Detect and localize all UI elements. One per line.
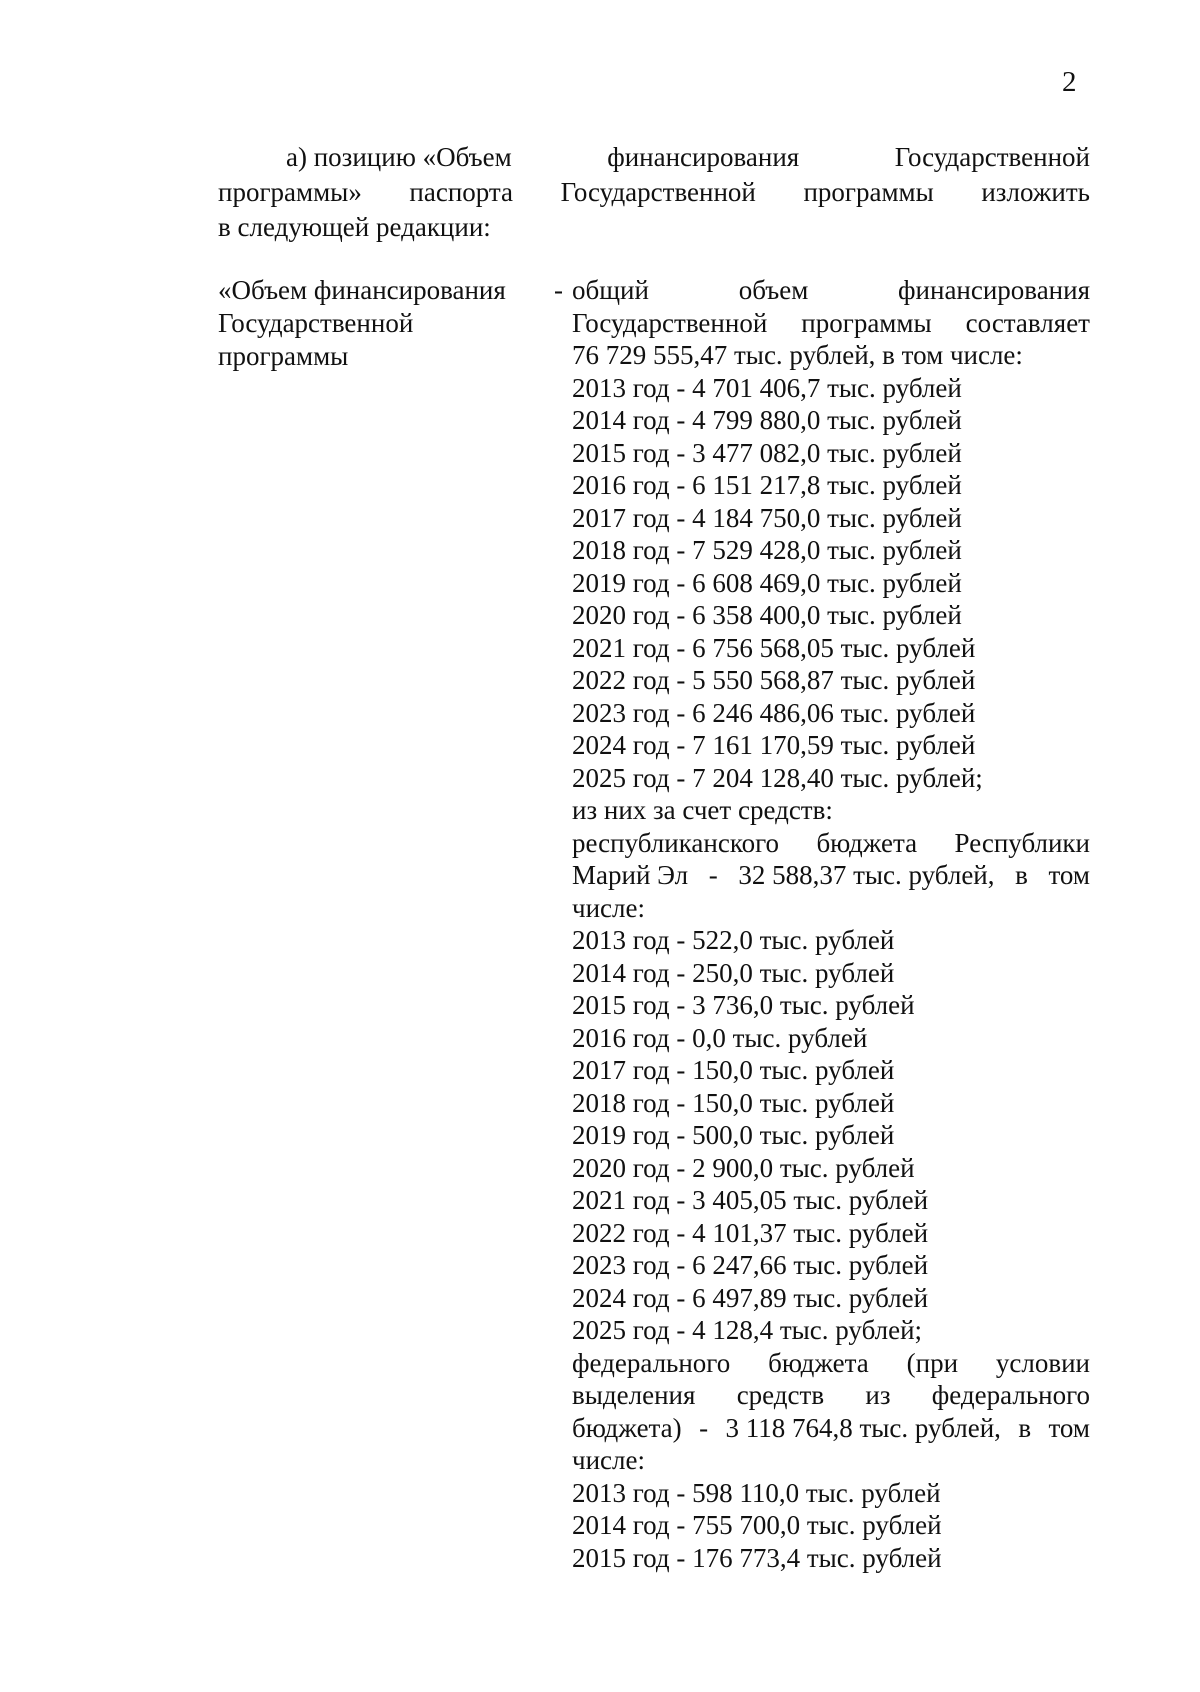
- year-amount-row: 2016 год - 0,0 тыс. рублей: [572, 1022, 868, 1053]
- year-amount-row: 2025 год - 4 128,4 тыс. рублей;: [572, 1315, 923, 1345]
- text-word: -: [699, 1412, 709, 1443]
- text-word: 32 588,37 тыс. рублей,: [738, 860, 995, 890]
- total-line-3: 76 729 555,47 тыс. рублей, в том числе:: [572, 340, 1023, 370]
- intro-line-3: в следующей редакции:: [218, 212, 491, 242]
- text-word: бюджета: [768, 1347, 869, 1378]
- year-amount-row: 2013 год - 4 701 406,7 тыс. рублей: [572, 372, 962, 403]
- republic-line-3: числе:: [572, 892, 645, 923]
- text-word: средств: [736, 1380, 825, 1410]
- republic-line-1: [572, 827, 1090, 860]
- intro-line-1: [218, 140, 1090, 175]
- year-amount-row: 2021 год - 3 405,05 тыс. рублей: [572, 1185, 929, 1215]
- text-word: том: [1048, 860, 1090, 890]
- year-amount-row: 2018 год - 150,0 тыс. рублей: [572, 1087, 895, 1118]
- text-word: программы: [801, 307, 932, 338]
- year-amount-row: 2015 год - 176 773,4 тыс. рублей: [572, 1542, 942, 1573]
- year-amount-row: 2022 год - 5 550 568,87 тыс. рублей: [572, 665, 976, 695]
- federal-line-1: [572, 1347, 1090, 1380]
- year-amount-row: 2016 год - 6 151 217,8 тыс. рублей: [572, 470, 962, 500]
- text-word: объем: [738, 275, 809, 305]
- text-word: из: [865, 1380, 891, 1410]
- year-amount-row: 2019 год - 6 608 469,0 тыс. рублей: [572, 567, 962, 598]
- year-amount-row: 2014 год - 755 700,0 тыс. рублей: [572, 1510, 942, 1540]
- year-amount-row: 2023 год - 6 247,66 тыс. рублей: [572, 1250, 929, 1280]
- text-word: 3 118 764,8 тыс. рублей,: [725, 1412, 1001, 1443]
- text-word: выделения: [572, 1380, 696, 1410]
- financing-text: [572, 274, 1090, 1574]
- text-word: составляет: [965, 307, 1090, 338]
- year-amount-row: 2024 год - 7 161 170,59 тыс. рублей: [572, 730, 976, 760]
- year-amount-row: 2020 год - 6 358 400,0 тыс. рублей: [572, 600, 962, 630]
- year-amount-row: 2020 год - 2 900,0 тыс. рублей: [572, 1152, 915, 1183]
- year-amount-row: 2014 год - 4 799 880,0 тыс. рублей: [572, 405, 962, 435]
- intro-word: программы: [803, 177, 934, 207]
- position-label-line: Государственной: [218, 308, 414, 338]
- text-word: общий: [572, 275, 649, 305]
- year-amount-row: 2017 год - 150,0 тыс. рублей: [572, 1055, 895, 1085]
- intro-word: Государственной: [560, 177, 756, 207]
- text-word: бюджета): [572, 1412, 682, 1443]
- text-word: условии: [995, 1347, 1090, 1378]
- year-amount-row: 2019 год - 500,0 тыс. рублей: [572, 1120, 895, 1150]
- page-number: 2: [1062, 66, 1077, 98]
- year-amount-row: 2024 год - 6 497,89 тыс. рублей: [572, 1282, 929, 1313]
- federal-line-4: числе:: [572, 1445, 645, 1475]
- text-word: Республики: [954, 827, 1090, 858]
- year-amount-row: 2023 год - 6 246 486,06 тыс. рублей: [572, 697, 976, 728]
- text-word: (при: [906, 1347, 959, 1378]
- intro-paragraph: [218, 140, 1090, 245]
- list-dash: -: [554, 275, 563, 305]
- intro-word: Государственной: [894, 142, 1090, 172]
- federal-line-2: [572, 1379, 1090, 1412]
- text-word: Марий Эл: [572, 860, 689, 890]
- intro-word: финансирования: [607, 142, 800, 172]
- intro-word: программы»: [218, 177, 362, 207]
- intro-word: изложить: [981, 177, 1090, 207]
- republic-line-2: [572, 859, 1090, 892]
- year-amount-row: 2015 год - 3 736,0 тыс. рублей: [572, 990, 915, 1020]
- text-word: бюджета: [816, 827, 918, 858]
- year-amount-row: 2013 год - 522,0 тыс. рублей: [572, 925, 895, 955]
- total-years-list: [572, 372, 1090, 795]
- year-amount-row: 2022 год - 4 101,37 тыс. рублей: [572, 1217, 929, 1248]
- total-line-2: [572, 307, 1090, 340]
- position-label-line: «Объем финансирования: [218, 275, 506, 305]
- year-amount-row: 2015 год - 3 477 082,0 тыс. рублей: [572, 437, 962, 468]
- year-amount-row: 2013 год - 598 110,0 тыс. рублей: [572, 1477, 941, 1508]
- text-word: федерального: [572, 1347, 731, 1378]
- position-label: [218, 274, 528, 373]
- year-amount-row: 2018 год - 7 529 428,0 тыс. рублей: [572, 535, 962, 565]
- federal-years-list: [572, 1477, 1090, 1575]
- federal-line-3: [572, 1412, 1090, 1445]
- text-word: федерального: [931, 1380, 1090, 1410]
- text-word: в: [1018, 1412, 1032, 1443]
- intro-line-2: [218, 175, 1090, 210]
- year-amount-row: 2025 год - 7 204 128,40 тыс. рублей;: [572, 762, 983, 793]
- republic-years-list: [572, 924, 1090, 1347]
- intro-word: а) позицию «Объем: [286, 142, 512, 172]
- text-word: финансирования: [898, 275, 1090, 305]
- text-word: Государственной: [572, 307, 768, 338]
- text-word: том: [1048, 1412, 1090, 1443]
- year-amount-row: 2021 год - 6 756 568,05 тыс. рублей: [572, 632, 976, 663]
- intro-word: паспорта: [409, 177, 514, 207]
- total-line-1: [572, 274, 1090, 307]
- text-word: -: [708, 860, 718, 890]
- position-label-line: программы: [218, 341, 349, 371]
- year-amount-row: 2017 год - 4 184 750,0 тыс. рублей: [572, 502, 962, 533]
- year-amount-row: 2014 год - 250,0 тыс. рублей: [572, 957, 895, 988]
- text-word: республиканского: [572, 827, 779, 858]
- text-word: в: [1015, 860, 1028, 890]
- sources-heading: из них за счет средств:: [572, 795, 833, 825]
